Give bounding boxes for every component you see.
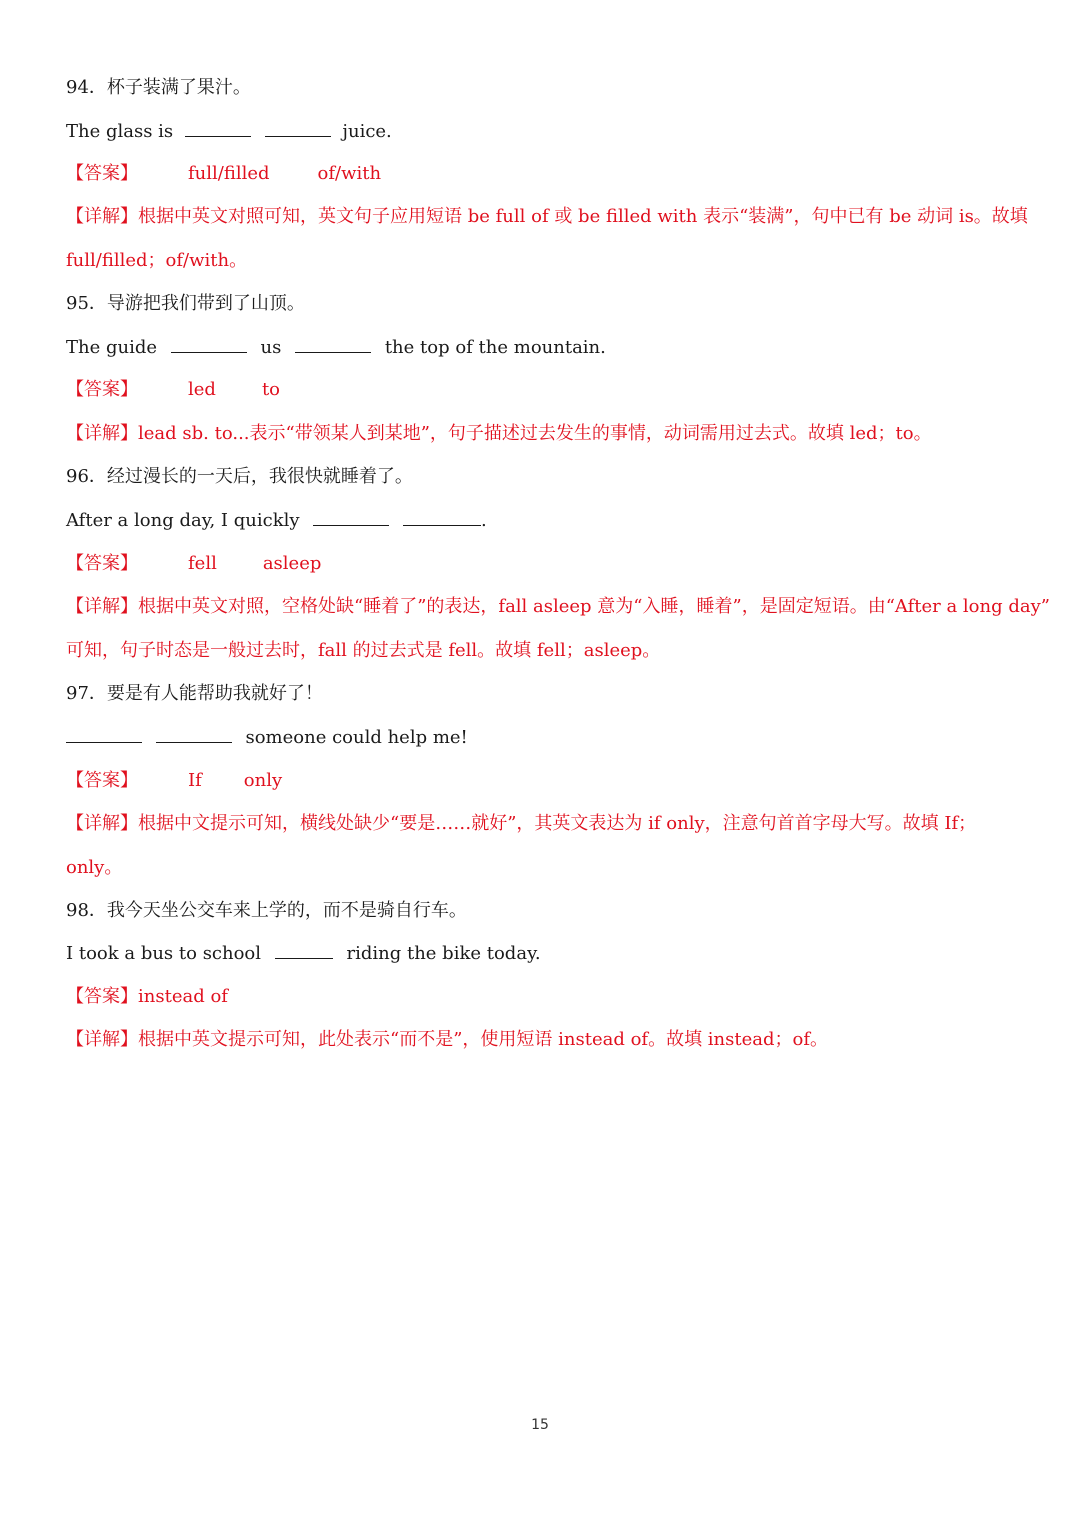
detail-text: 可知，句子时态是一般过去时，fall 的过去式是 fell。故填 fell；asleep。	[66, 640, 661, 661]
question-number: 94	[66, 77, 89, 98]
answer-blank	[171, 336, 247, 353]
sentence-text: After a long day, I quickly	[66, 510, 300, 531]
answer-blank	[265, 120, 331, 137]
answer-value: fell	[188, 553, 217, 574]
sentence-text: us	[260, 337, 282, 358]
question-prompt: 我今天坐公交车来上学的，而不是骑自行车。	[106, 900, 467, 921]
question-95-detail	[66, 422, 1020, 446]
question-94-detail	[66, 205, 1028, 229]
question-97-prompt: 97．要是有人能帮助我就好了！	[66, 683, 323, 704]
question-number: 96	[66, 466, 89, 487]
question-96-sentence	[66, 509, 1020, 533]
answer-value: If	[188, 770, 202, 791]
question-98-sentence	[66, 942, 1020, 966]
detail-text: full/filled；of/with。	[66, 250, 248, 271]
answer-value: to	[261, 379, 281, 400]
detail-label: 【详解】	[66, 423, 138, 444]
answer-label: 【答案】	[66, 986, 138, 1007]
page-number: 15	[531, 1417, 549, 1433]
detail-text: 根据中英文对照，空格处缺“睡着了”的表达，fall asleep 意为“入睡，睡着”，是固定短语。由“After a long day”	[138, 596, 1050, 617]
sentence-text: The glass is	[66, 121, 174, 142]
answer-value: full/filled	[188, 163, 270, 184]
answer-blank	[66, 726, 142, 743]
question-97-detail-cont	[66, 856, 1020, 880]
detail-label: 【详解】	[66, 596, 138, 617]
answer-label: 【答案】	[66, 770, 138, 791]
question-96-detail-cont	[66, 639, 1020, 663]
answer-blank	[313, 509, 389, 526]
answer-blank	[156, 726, 232, 743]
sentence-text: I took a bus to school	[66, 943, 262, 964]
question-98-answer	[66, 985, 1020, 1009]
question-98-prompt: 98．我今天坐公交车来上学的，而不是骑自行车。	[66, 900, 467, 921]
question-97-answer	[66, 769, 1020, 793]
question-96-prompt: 96．经过漫长的一天后，我很快就睡着了。	[66, 466, 413, 487]
detail-text: 根据中英文提示可知，此处表示“而不是”，使用短语 instead of。故填 instead；of。	[138, 1029, 829, 1050]
question-prompt: 经过漫长的一天后，我很快就睡着了。	[106, 466, 413, 487]
question-97-detail	[66, 812, 1020, 836]
detail-label: 【详解】	[66, 1029, 138, 1050]
sentence-text: the top of the mountain.	[384, 337, 606, 358]
answer-blank	[295, 336, 371, 353]
answer-label: 【答案】	[66, 163, 138, 184]
answer-value: instead of	[138, 986, 228, 1007]
question-number: 98	[66, 900, 89, 921]
answer-value: of/with	[317, 163, 382, 184]
question-94-answer	[66, 162, 1020, 186]
answer-value: asleep	[262, 553, 322, 574]
answer-blank	[403, 509, 481, 526]
question-95-prompt: 95．导游把我们带到了山顶。	[66, 293, 305, 314]
question-number: 95	[66, 293, 89, 314]
question-94-sentence	[66, 120, 1020, 144]
sentence-text: riding the bike today.	[346, 943, 541, 964]
question-prompt: 杯子装满了果汁。	[106, 77, 251, 98]
answer-label: 【答案】	[66, 379, 138, 400]
answer-blank	[275, 942, 333, 959]
question-94-prompt: 94．杯子装满了果汁。	[66, 77, 251, 98]
question-94-detail-cont	[66, 249, 1020, 273]
detail-text: 根据中文提示可知，横线处缺少“要是……就好”，其英文表达为 if only，注意句首首字母大写。故填 If；	[138, 813, 977, 834]
sentence-text: someone could help me!	[245, 727, 468, 748]
detail-label: 【详解】	[66, 206, 138, 227]
sentence-text: The guide	[66, 337, 158, 358]
detail-label: 【详解】	[66, 813, 138, 834]
question-prompt: 要是有人能帮助我就好了！	[106, 683, 323, 704]
answer-blank	[185, 120, 251, 137]
detail-text: lead sb. to...表示“带领某人到某地”，句子描述过去发生的事情，动词需用过去式。故填 led；to。	[138, 423, 932, 444]
question-95-answer	[66, 378, 1020, 402]
question-97-sentence	[66, 726, 1020, 750]
question-96-detail	[66, 595, 1050, 619]
question-98-detail	[66, 1028, 1020, 1052]
question-prompt: 导游把我们带到了山顶。	[106, 293, 305, 314]
answer-label: 【答案】	[66, 553, 138, 574]
answer-value: only	[243, 770, 283, 791]
sentence-text: juice.	[342, 121, 392, 142]
question-95-sentence	[66, 336, 1020, 360]
detail-text: only。	[66, 857, 123, 878]
question-number: 97	[66, 683, 89, 704]
sentence-text: .	[481, 510, 487, 531]
detail-text: 根据中英文对照可知，英文句子应用短语 be full of 或 be filled with 表示“装满”，句中已有 be 动词 is。故填	[138, 206, 1028, 227]
answer-value: led	[188, 379, 216, 400]
question-96-answer	[66, 552, 1020, 576]
